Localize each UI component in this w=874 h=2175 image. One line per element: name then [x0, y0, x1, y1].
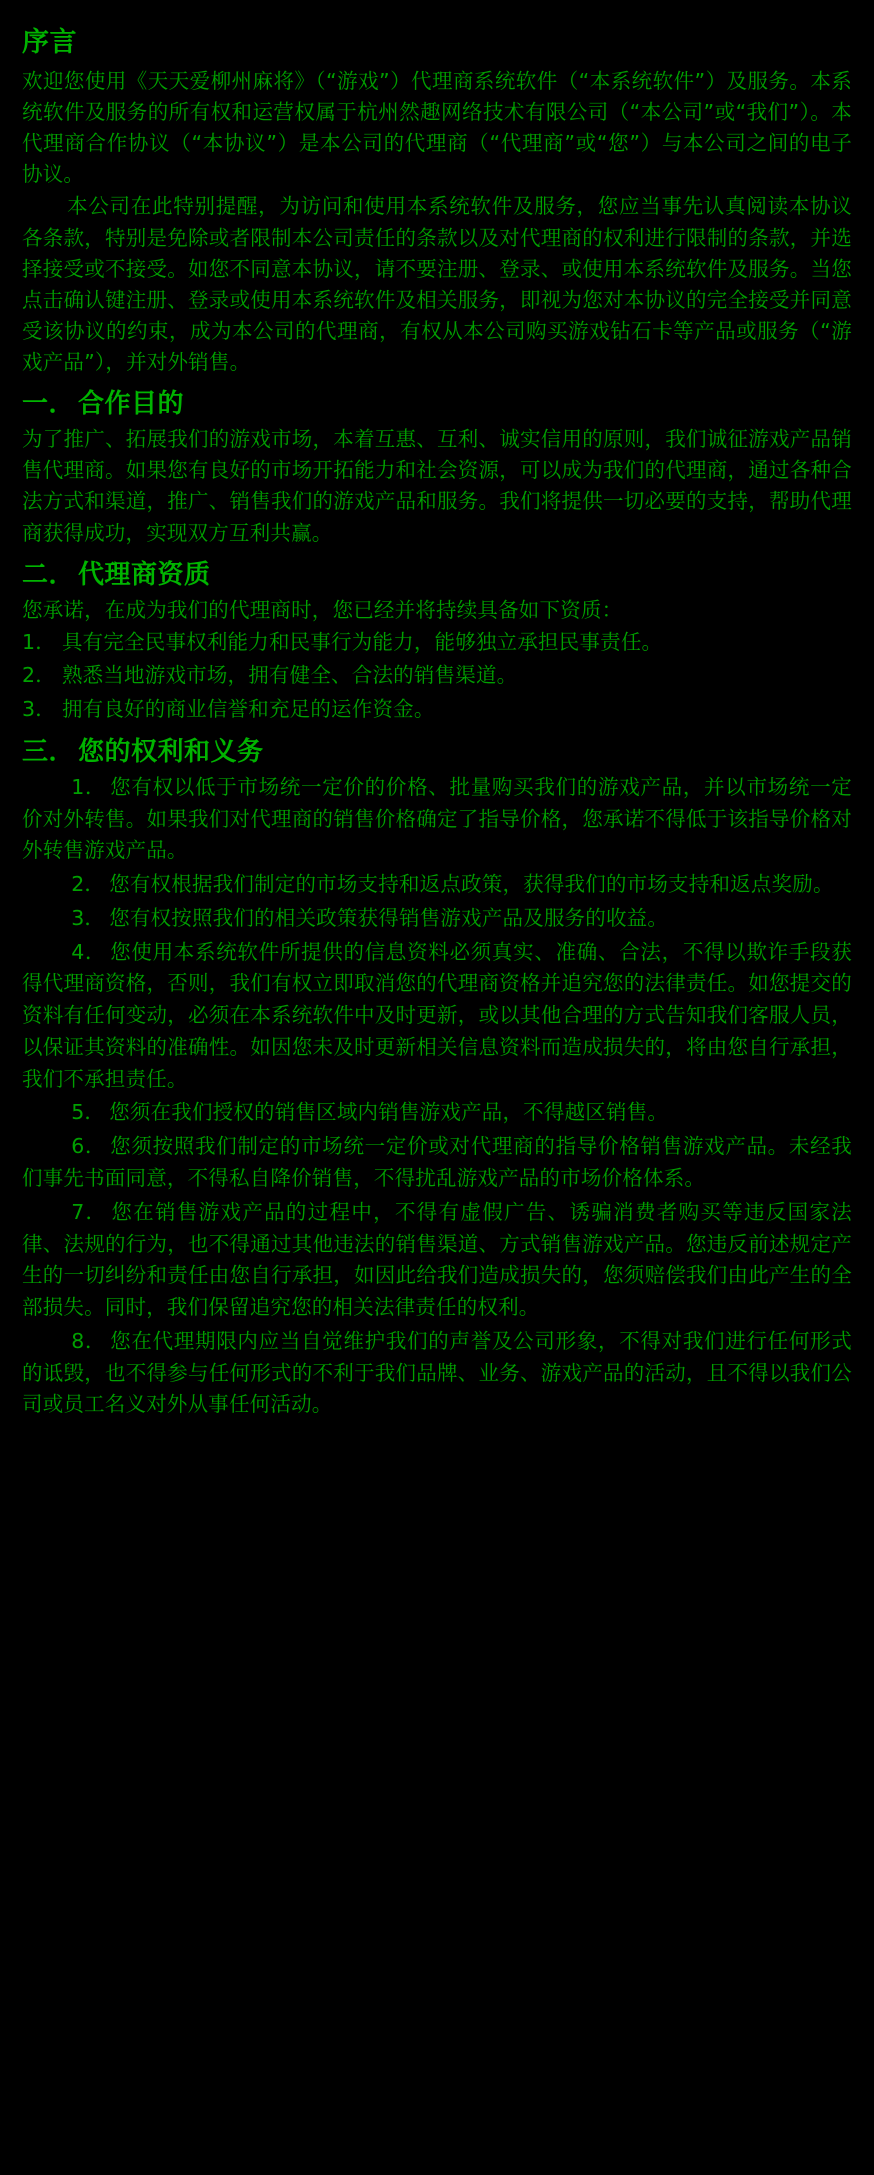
list-item-text: 您在销售游戏产品的过程中，不得有虚假广告、诱骗消费者购买等违反国家法律、法规的行为，也不得通过其他违法的销售渠道、方式销售游戏产品。您违反前述规定产生的一切纠纷和责任由您自行承担，如因此给我们造成损失的，您须赔偿我们由此产生的全部损失。同时，我们保留追究您的相关法律责任的权利。	[22, 1199, 852, 1320]
list-item-number: 1．	[22, 629, 56, 654]
list-item-text: 您有权以低于市场统一定价的价格、批量购买我们的游戏产品，并以市场统一定价对外转售。如果我们对代理商的销售价格确定了指导价格，您承诺不得低于该指导价格对外转售游戏产品。	[22, 774, 852, 863]
page-title: 序言	[22, 27, 77, 58]
list-item-number: 2．	[22, 663, 56, 688]
list-item-number: 6．	[71, 1134, 107, 1159]
list-item	[22, 1131, 852, 1195]
list-item-text: 拥有良好的商业信誉和充足的运作资金。	[61, 697, 435, 722]
list-item-text: 您在代理期限内应当自觉维护我们的声誉及公司形象，不得对我们进行任何形式的诋毁，也不得参与任何形式的不利于我们品牌、业务、游戏产品的活动，且不得以我们公司或员工名义对外从事任何活动。	[22, 1328, 852, 1417]
list-item-number: 3．	[22, 697, 56, 722]
preface-paragraph-2: 本公司在此特别提醒，为访问和使用本系统软件及服务，您应当事先认真阅读本协议各条款，特别是免除或者限制本公司责任的条款以及对代理商的权利进行限制的条款，并选择接受或不接受。如您不同意本协议，请不要注册、登录、或使用本系统软件及服务。当您点击确认键注册、登录或使用本系统软件及相关服务，即视为您对本协议的完全接受并同意受该协议的约束，成为本公司的代理商，有权从本公司购买游戏钻石卡等产品或服务（“游戏产品”），并对外销售。	[22, 194, 852, 375]
list-item-number: 8．	[71, 1328, 107, 1353]
list-item-text: 具有完全民事权利能力和民事行为能力，能够独立承担民事责任。	[61, 629, 663, 654]
list-item	[22, 772, 852, 867]
list-item-text: 您须在我们授权的销售区域内销售游戏产品，不得越区销售。	[109, 1100, 669, 1125]
list-item-text: 您有权按照我们的相关政策获得销售游戏产品及服务的收益。	[109, 905, 669, 930]
list-item-number: 2．	[71, 872, 106, 897]
list-item-text: 您须按照我们制定的市场统一定价或对代理商的指导价格销售游戏产品。未经我们事先书面同意，不得私自降价销售，不得扰乱游戏产品的市场价格体系。	[22, 1134, 852, 1190]
list-item-number: 5．	[71, 1100, 106, 1125]
section-number-3: 三．	[22, 736, 76, 767]
preface-paragraph-1: 欢迎您使用《天天爱柳州麻将》（“游戏”）代理商系统软件（“本系统软件”）及服务。本系统软件及服务的所有权和运营权属于杭州然趣网络技术有限公司（“本公司”或“我们”）。本代理商合作协议（“本协议”）是本公司的代理商（“代理商”或“您”）与本公司之间的电子协议。	[22, 68, 852, 187]
list-item-number: 3．	[71, 905, 106, 930]
section-heading-3	[22, 736, 852, 770]
list-item-number: 4．	[71, 939, 107, 964]
list-item-text: 熟悉当地游戏市场，拥有健全、合法的销售渠道。	[61, 663, 518, 688]
section-title-2: 代理商资质	[78, 559, 211, 590]
list-item	[22, 1197, 852, 1324]
section-number-1: 一．	[22, 389, 76, 420]
section-title-1: 合作目的	[78, 389, 185, 420]
section-heading-2	[22, 559, 852, 593]
list-item	[22, 903, 852, 935]
list-item-number: 1．	[71, 774, 107, 799]
section-2-paragraph-1: 您承诺，在成为我们的代理商时，您已经并将持续具备如下资质：	[22, 597, 623, 622]
list-item	[22, 660, 852, 692]
list-item-text: 您使用本系统软件所提供的信息资料必须真实、准确、合法，不得以欺诈手段获得代理商资格，否则，我们有权立即取消您的代理商资格并追究您的法律责任。如您提交的资料有任何变动，必须在本系统软件中及时更新，或以其他合理的方式告知我们客服人员，以保证其资料的准确性。如因您未及时更新相关信息资料而造成损失的，将由您自行承担，我们不承担责任。	[22, 939, 852, 1091]
list-item	[22, 694, 852, 726]
list-item	[22, 869, 852, 901]
section-1-paragraph-1: 为了推广、拓展我们的游戏市场，本着互惠、互利、诚实信用的原则，我们诚征游戏产品销售代理商。如果您有良好的市场开拓能力和社会资源，可以成为我们的代理商，通过各种合法方式和渠道，推广、销售我们的游戏产品和服务。我们将提供一切必要的支持，帮助代理商获得成功，实现双方互利共赢。	[22, 427, 852, 545]
section-number-2: 二．	[22, 559, 76, 590]
section-3-list	[22, 772, 852, 1421]
section-title-3: 您的权利和义务	[78, 736, 264, 767]
list-item-number: 7．	[71, 1199, 108, 1224]
list-item	[22, 1097, 852, 1129]
list-item-text: 您有权根据我们制定的市场支持和返点政策，获得我们的市场支持和返点奖励。	[109, 872, 834, 897]
list-item	[22, 1326, 852, 1421]
list-item	[22, 627, 852, 659]
section-2-list	[22, 627, 852, 726]
section-heading-1	[22, 388, 852, 422]
list-item	[22, 937, 852, 1096]
